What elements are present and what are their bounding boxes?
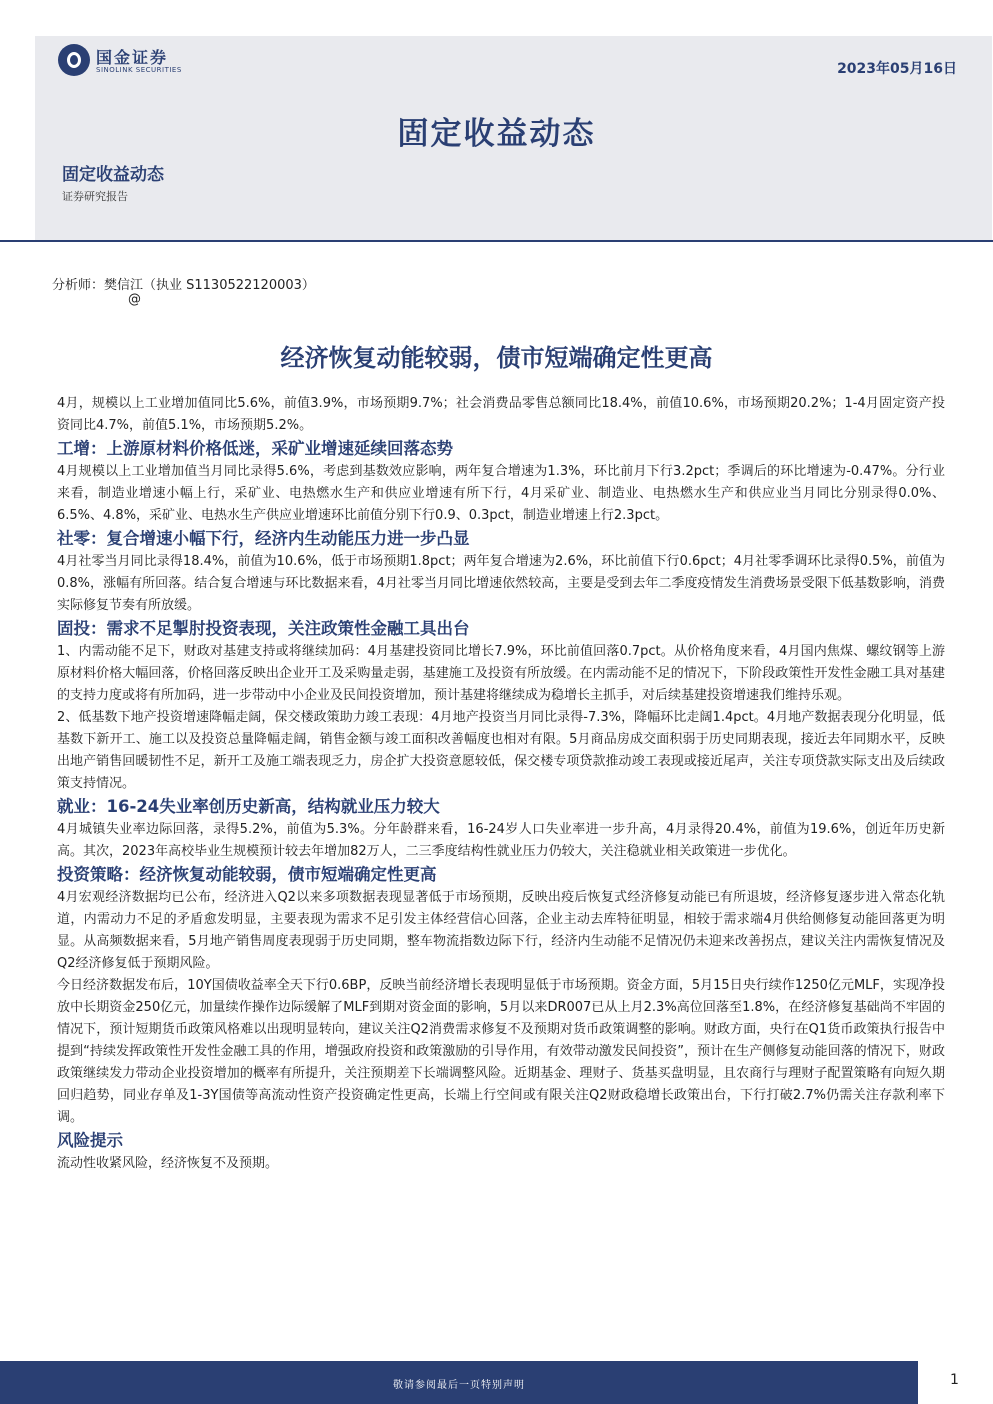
retail-paragraph: 4月社零当月同比录得18.4%，前值为10.6%，低于市场预期1.8pct；两年复合增速为2.6%，环比前值下行0.6pct；4月社零季调环比录得0.5%，前值为0.8%，涨幅有所回落。结合复合增速与环比数据来看，4月社零当月同比增速依然较高，主要是受到去年二季度疫情发生消费场景受限下低基数影响，消费实际修复节奏有所放缓。 bbox=[57, 554, 945, 613]
header-divider bbox=[0, 240, 993, 242]
section-heading-risk: 风险提示 bbox=[57, 1131, 123, 1150]
section-heading-retail: 社零：复合增速小幅下行，经济内生动能压力进一步凸显 bbox=[57, 529, 470, 548]
logo-chinese-name: 国金证券 bbox=[96, 48, 169, 67]
report-date: 2023年05月16日 bbox=[837, 61, 957, 77]
strategy-paragraph-2: 今日经济数据发布后，10Y国债收益率全天下行0.6BP，反映当前经济增长表现明显低于市场预期。资金方面，5月15日央行续作1250亿元MLF，实现净投放中长期资金250亿元，加量续作操作边际缓解了MLF到期对资金面的影响，5月以来DR007已从上月2.3%高位回落至1.8%，在经济修复基础尚不牢固的情况下，预计短期货币政策风格难以出现明显转向，建议关注Q2消费需求修复不及预期对货币政策调整的影响。财政方面，央行在Q1货币政策执行报告中提到“持续发挥政策性开发性金融工具的作用，增强政府投资和政策激励的引导作用，有效带动激发民间投资”，预计在生产侧修复动能回落的情况下，财政政策继续发力带动企业投资增加的概率有所提升，关注预期差下长端调整风险。近期基金、理财子、货基买盘明显，且农商行与理财子配置策略有向短久期回归趋势，同业存单及1-3Y国债等高流动性资产投资确定性更高，长端上行空间或有限关注Q2财政稳增长政策出台，下行打破2.7%仍需关注存款利率下调。 bbox=[57, 978, 945, 1125]
employment-paragraph: 4月城镇失业率边际回落，录得5.2%，前值为5.3%。分年龄群来看，16-24岁人口失业率进一步升高，4月录得20.4%，前值为19.6%，创近年历史新高。其次，2023年高校毕业生规模预计较去年增加82万人，二三季度结构性就业压力仍较大，关注稳就业相关政策进一步优化。 bbox=[57, 822, 945, 859]
company-logo bbox=[58, 42, 218, 82]
section-heading-investment: 固投：需求不足掣肘投资表现，关注政策性金融工具出台 bbox=[57, 619, 470, 638]
risk-paragraph: 流动性收紧风险，经济恢复不及预期。 bbox=[57, 1156, 279, 1171]
industry-paragraph: 4月规模以上工业增加值当月同比录得5.6%，考虑到基数效应影响，两年复合增速为1.3%，环比前月下行3.2pct；季调后的环比增速为-0.47%。分行业来看，制造业增速小幅上行，采矿业、电热燃水生产和供应业增速有所下行，4月采矿业、制造业、电热燃水生产和供应业当月同比分别录得0.0%、6.5%、4.8%，采矿业、电热水生产供应业增速环比前值分别下行0.9、0.3pct，制造业增速上行2.3pct。 bbox=[57, 464, 945, 523]
infrastructure-paragraph: 1、内需动能不足下，财政对基建支持或将继续加码：4月基建投资同比增长7.9%，环比前值回落0.7pct。从价格角度来看，4月国内焦煤、螺纹钢等上游原材料价格大幅回落，价格回落反映出企业开工及采购量走弱，基建施工及投资有所放缓。在内需动能不足的情况下，下阶段政策性开发性金融工具对基建的支持力度或将有所加码，进一步带动中小企业及民间投资增加，预计基建将继续成为稳增长主抓手，对后续基建投资增速我们维持乐观。 bbox=[57, 644, 945, 703]
footer-disclaimer: 敬请参阅最后一页特别声明 bbox=[393, 1380, 525, 1391]
report-category: 固定收益动态 bbox=[62, 165, 164, 185]
analyst-info: 分析师：樊信江（执业 S1130522120003） bbox=[52, 278, 315, 293]
logo-english-name: SINOLINK SECURITIES bbox=[96, 66, 182, 74]
logo-icon bbox=[58, 44, 90, 76]
report-body bbox=[57, 393, 945, 1175]
strategy-paragraph-1: 4月宏观经济数据均已公布，经济进入Q2以来多项数据表现显著低于市场预期，反映出疫后恢复式经济修复动能已有所退坡，经济修复逐步进入常态化轨道，内需动力不足的矛盾愈发明显，主要表现为需求不足引发主体经营信心回落，企业主动去库特征明显，相较于需求端4月供给侧修复动能回落更为明显。从高频数据来看，5月地产销售周度表现弱于历史同期，整车物流指数边际下行，经济内生动能不足情况仍未迎来改善拐点，建议关注内需恢复情况及Q2经济修复低于预期风险。 bbox=[57, 890, 945, 971]
report-headline: 经济恢复动能较弱，债市短端确定性更高 bbox=[280, 344, 713, 372]
section-heading-strategy: 投资策略：经济恢复动能较弱，债市短端确定性更高 bbox=[57, 865, 437, 884]
analyst-email: @ bbox=[128, 292, 141, 307]
document-title: 固定收益动态 bbox=[397, 116, 596, 152]
report-type: 证券研究报告 bbox=[62, 190, 128, 203]
section-heading-industry: 工增：上游原材料价格低迷，采矿业增速延续回落态势 bbox=[57, 439, 453, 458]
intro-paragraph: 4月，规模以上工业增加值同比5.6%，前值3.9%，市场预期9.7%；社会消费品零售总额同比18.4%，前值10.6%，市场预期20.2%；1-4月固定资产投资同比4.7%，前值5.1%，市场预期5.2%。 bbox=[57, 396, 945, 433]
section-heading-employment: 就业：16-24失业率创历史新高，结构就业压力较大 bbox=[57, 797, 440, 816]
page-number: 1 bbox=[950, 1372, 959, 1388]
real-estate-paragraph: 2、低基数下地产投资增速降幅走阔，保交楼政策助力竣工表现：4月地产投资当月同比录得-7.3%，降幅环比走阔1.4pct。4月地产数据表现分化明显，低基数下新开工、施工以及投资总量降幅走阔，销售金额与竣工面积改善幅度也相对有限。5月商品房成交面积弱于历史同期表现，接近去年同期水平，反映出地产销售回暖韧性不足，新开工及施工端表现乏力，房企扩大投资意愿较低，保交楼专项贷款推动竣工表现或接近尾声，关注专项贷款实际支出及后续政策支持情况。 bbox=[57, 710, 945, 791]
